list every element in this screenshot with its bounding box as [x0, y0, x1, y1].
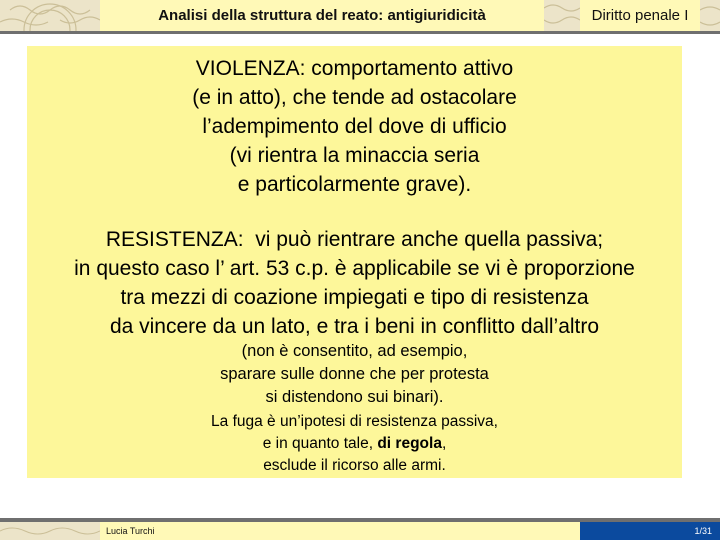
- page-number: 1/31: [580, 522, 720, 540]
- esempio-line: sparare sulle donne che per protesta: [220, 365, 489, 383]
- esempio-paragraph: [27, 340, 682, 409]
- resistenza-paragraph: [27, 225, 682, 341]
- fuga-line: esclude il ricorso alle armi.: [263, 457, 446, 474]
- violenza-line: comportamento attivo: [305, 57, 514, 80]
- resistenza-line: in questo caso l’ art. 53 c.p. è applicabile se vi è proporzione: [74, 257, 635, 280]
- resistenza-line: da vincere da un lato, e tra i beni in conflitto dall’altro: [109, 315, 600, 338]
- course-label: Diritto penale I: [580, 0, 700, 31]
- violenza-line: (e in atto), che tende ad ostacolare: [192, 86, 517, 109]
- esempio-line: si distendono sui binari).: [265, 388, 444, 406]
- footer-author: Lucia Turchi: [100, 522, 580, 540]
- fuga-line-prefix: e in quanto tale,: [262, 435, 378, 452]
- violenza-line: e particolarmente grave).: [237, 173, 472, 196]
- fuga-paragraph: [27, 411, 682, 477]
- fuga-line-suffix: ,: [441, 435, 447, 452]
- violenza-line: l’adempimento del dove di ufficio: [202, 115, 507, 138]
- resistenza-line: vi può rientrare anche quella passiva;: [243, 228, 604, 251]
- fuga-line: La fuga è un’ipotesi di resistenza passiva,: [211, 413, 498, 430]
- resistenza-line: tra mezzi di coazione impiegati e tipo di resistenza: [120, 286, 589, 309]
- violenza-line: (vi rientra la minaccia seria: [229, 144, 480, 167]
- slide-title: Analisi della struttura del reato: antigiuridicità: [100, 0, 544, 31]
- header-ornament-right: [700, 0, 720, 34]
- esempio-line: (non è consentito, ad esempio,: [241, 342, 468, 360]
- violenza-paragraph: [97, 54, 612, 199]
- header-ornament-middle: [544, 0, 580, 34]
- header-ornament-left: [0, 0, 100, 34]
- header-divider: [0, 31, 720, 34]
- fuga-emphasis: di regola: [377, 435, 442, 452]
- footer-ornament: [0, 522, 100, 540]
- content-panel: [27, 46, 682, 478]
- violenza-term: VIOLENZA:: [195, 57, 306, 80]
- resistenza-term: RESISTENZA:: [105, 228, 244, 251]
